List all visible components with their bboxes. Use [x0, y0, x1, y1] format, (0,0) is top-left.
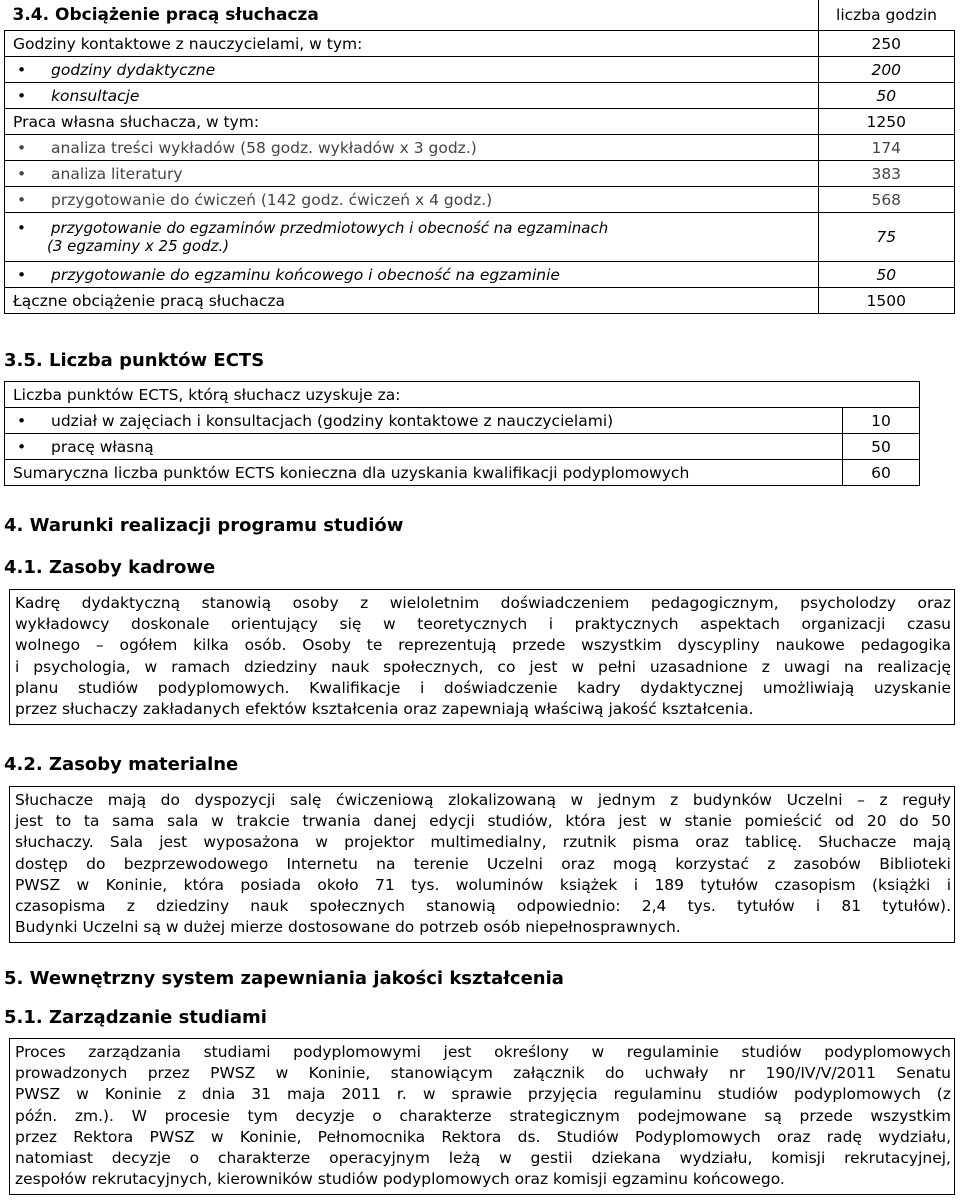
workload-title: 3.4. Obciążenie pracą słuchacza: [12, 5, 319, 25]
section-4-title: 4. Warunki realizacji programu studiów: [4, 515, 404, 536]
ects-total-value: 60: [843, 460, 920, 486]
paragraph-line: wolnego – ogółem kilka osób. Osoby te reprezentują przede wszystkim dyscypliny naukowe pedagogika: [15, 636, 951, 655]
row-value: 174: [818, 135, 955, 161]
paragraph-line: i psychologia, w ramach dziedziny nauk społecznych, co jest w pełni uzasadnione z uwagi na realizację: [15, 657, 951, 676]
row-label: konsultacje: [51, 86, 140, 105]
bullet-icon: •: [17, 190, 27, 209]
bullet-icon: •: [17, 86, 27, 105]
row-label: analiza literatury: [51, 164, 183, 183]
table-row: [5, 161, 955, 187]
bullet-icon: •: [17, 219, 26, 237]
row-label: analiza treści wykładów (58 godz. wykładów x 3 godz.): [51, 138, 477, 157]
paragraph-line: dostęp do bezprzewodowego Internetu na terenie Uczelni oraz mogą korzystać z zasobów Biblioteki: [15, 854, 951, 873]
row-value: 383: [818, 161, 955, 187]
table-row: [5, 109, 955, 135]
table-row: [5, 262, 955, 288]
row-label: Praca własna słuchacza, w tym:: [5, 109, 819, 135]
paragraph-line: PWSZ w Koninie, która posiada około 71 tys. woluminów książek i 189 tytułów czasopism (książki i: [15, 875, 951, 894]
paragraph-line: Proces zarządzania studiami podyplomowymi jest określony w regulaminie studiów podyplomowych: [15, 1043, 951, 1061]
paragraph-line: przez Rektora PWSZ w Koninie, Pełnomocnika Rektora ds. Studiów Podyplomowych oraz radę wydziału,: [15, 1127, 951, 1146]
hours-column-header: liczba godzin: [818, 0, 955, 31]
bullet-icon: •: [17, 411, 27, 430]
paragraph-line: natomiast decyzje o charakterze operacyjnym leżą w gestii dziekana wydziału, komisji rekrutacyjnej,: [15, 1149, 951, 1168]
section-4-1-title: 4.1. Zasoby kadrowe: [4, 557, 216, 578]
row-value: 200: [818, 57, 955, 83]
row-value: 10: [843, 408, 920, 434]
paragraph-line: słuchaczy. Sala jest wyposażona w projektor multimedialny, rzutnik pisma oraz tablicę. Słuchacze mają: [15, 833, 951, 852]
table-row: [5, 213, 955, 262]
row-label-continuation: (3 egzaminy x 25 godz.): [47, 237, 230, 255]
table-row: [5, 434, 920, 460]
paragraph-line: wykładowcy doskonale orientujący się w teoretycznych i praktycznych aspektach organizacji czasu: [15, 615, 951, 634]
paragraph-line: prowadzonych przez PWSZ w Koninie, stanowiącym załącznik do uchwały nr 190/IV/V/2011 Senatu: [15, 1064, 951, 1083]
section-4-2-title: 4.2. Zasoby materialne: [4, 754, 239, 775]
row-label: godziny dydaktyczne: [51, 60, 216, 79]
row-label: Godziny kontaktowe z nauczycielami, w tym:: [5, 31, 819, 57]
table-row: [5, 83, 955, 109]
material-resources-box: [9, 786, 955, 943]
row-label: przygotowanie do egzaminów przedmiotowych i obecność na egzaminach: [51, 219, 609, 237]
row-value: 1500: [818, 288, 955, 314]
row-value: 50: [818, 83, 955, 109]
row-value: 50: [818, 262, 955, 288]
paragraph-line: Budynki Uczelni są w dużej mierze dostosowane do potrzeb osób niepełnosprawnych.: [15, 918, 681, 937]
paragraph-line: przez słuchaczy zakładanych efektów kształcenia oraz zapewniają właściwą jakość kształcenia.: [15, 700, 754, 719]
row-label: pracę własną: [51, 437, 154, 456]
bullet-icon: •: [17, 138, 27, 157]
row-label: przygotowanie do egzaminu końcowego i obecność na egzaminie: [51, 265, 560, 284]
ects-intro: Liczba punktów ECTS, którą słuchacz uzyskuje za:: [5, 382, 920, 408]
bullet-icon: •: [17, 437, 27, 456]
row-label: Łączne obciążenie pracą słuchacza: [5, 288, 819, 314]
table-row: [5, 57, 955, 83]
workload-header-row: [5, 0, 955, 31]
table-row: [5, 31, 955, 57]
studies-management-box: [9, 1038, 955, 1195]
table-row: [5, 187, 955, 213]
bullet-icon: •: [17, 164, 27, 183]
row-value: 250: [818, 31, 955, 57]
row-value: 568: [818, 187, 955, 213]
staff-resources-box: [9, 589, 955, 725]
paragraph-line: PWSZ w Koninie z dnia 31 maja 2011 r. w sprawie przyjęcia regulaminu studiów podyplomowych (z: [15, 1085, 951, 1104]
section-5-title: 5. Wewnętrzny system zapewniania jakości kształcenia: [4, 968, 564, 989]
paragraph-line: późn. zm.). W procesie tym decyzje o charakterze strategicznym podejmowane są przede wszystkim: [15, 1106, 951, 1125]
table-row: [5, 382, 920, 408]
table-row: [5, 408, 920, 434]
bullet-icon: •: [17, 265, 27, 284]
row-label: udział w zajęciach i konsultacjach (godziny kontaktowe z nauczycielami): [51, 411, 614, 430]
paragraph-line: jest to ta sama sala w trakcie trwania danej edycji studiów, która jest w stanie pomieścić od 20 do 50: [15, 812, 951, 831]
bullet-icon: •: [17, 60, 27, 79]
paragraph-line: Kadrę dydaktyczną stanowią osoby z wieloletnim doświadczeniem pedagogicznym, psycholodzy oraz: [15, 594, 951, 612]
row-label: przygotowanie do ćwiczeń (142 godz. ćwiczeń x 4 godz.): [51, 190, 493, 209]
paragraph-line: planu studiów podyplomowych. Kwalifikacje i doświadczenie kadry dydaktycznej umożliwiają uzyskanie: [15, 678, 951, 697]
row-value: 1250: [818, 109, 955, 135]
section-5-1-title: 5.1. Zarządzanie studiami: [4, 1007, 267, 1028]
row-value: 50: [843, 434, 920, 460]
table-row: [5, 460, 920, 486]
table-row: [5, 288, 955, 314]
ects-total-label: Sumaryczna liczba punktów ECTS konieczna dla uzyskania kwalifikacji podyplomowych: [5, 460, 843, 486]
table-row: [5, 135, 955, 161]
ects-table: [4, 381, 920, 486]
paragraph-line: zespołów rekrutacyjnych, kierowników studiów podyplomowych oraz komisji egzaminu końcowego.: [15, 1170, 785, 1189]
paragraph-line: czasopisma z dziedziny nauk społecznych stanowią odpowiednio: 2,4 tys. tytułów i 81 tytułów).: [15, 897, 951, 916]
paragraph-line: Słuchacze mają do dyspozycji salę ćwiczeniową zlokalizowaną w jednym z budynków Uczelni – z reguły: [15, 791, 951, 809]
row-value: 75: [818, 213, 955, 262]
ects-title: 3.5. Liczba punktów ECTS: [4, 350, 265, 371]
workload-table: [4, 0, 955, 314]
